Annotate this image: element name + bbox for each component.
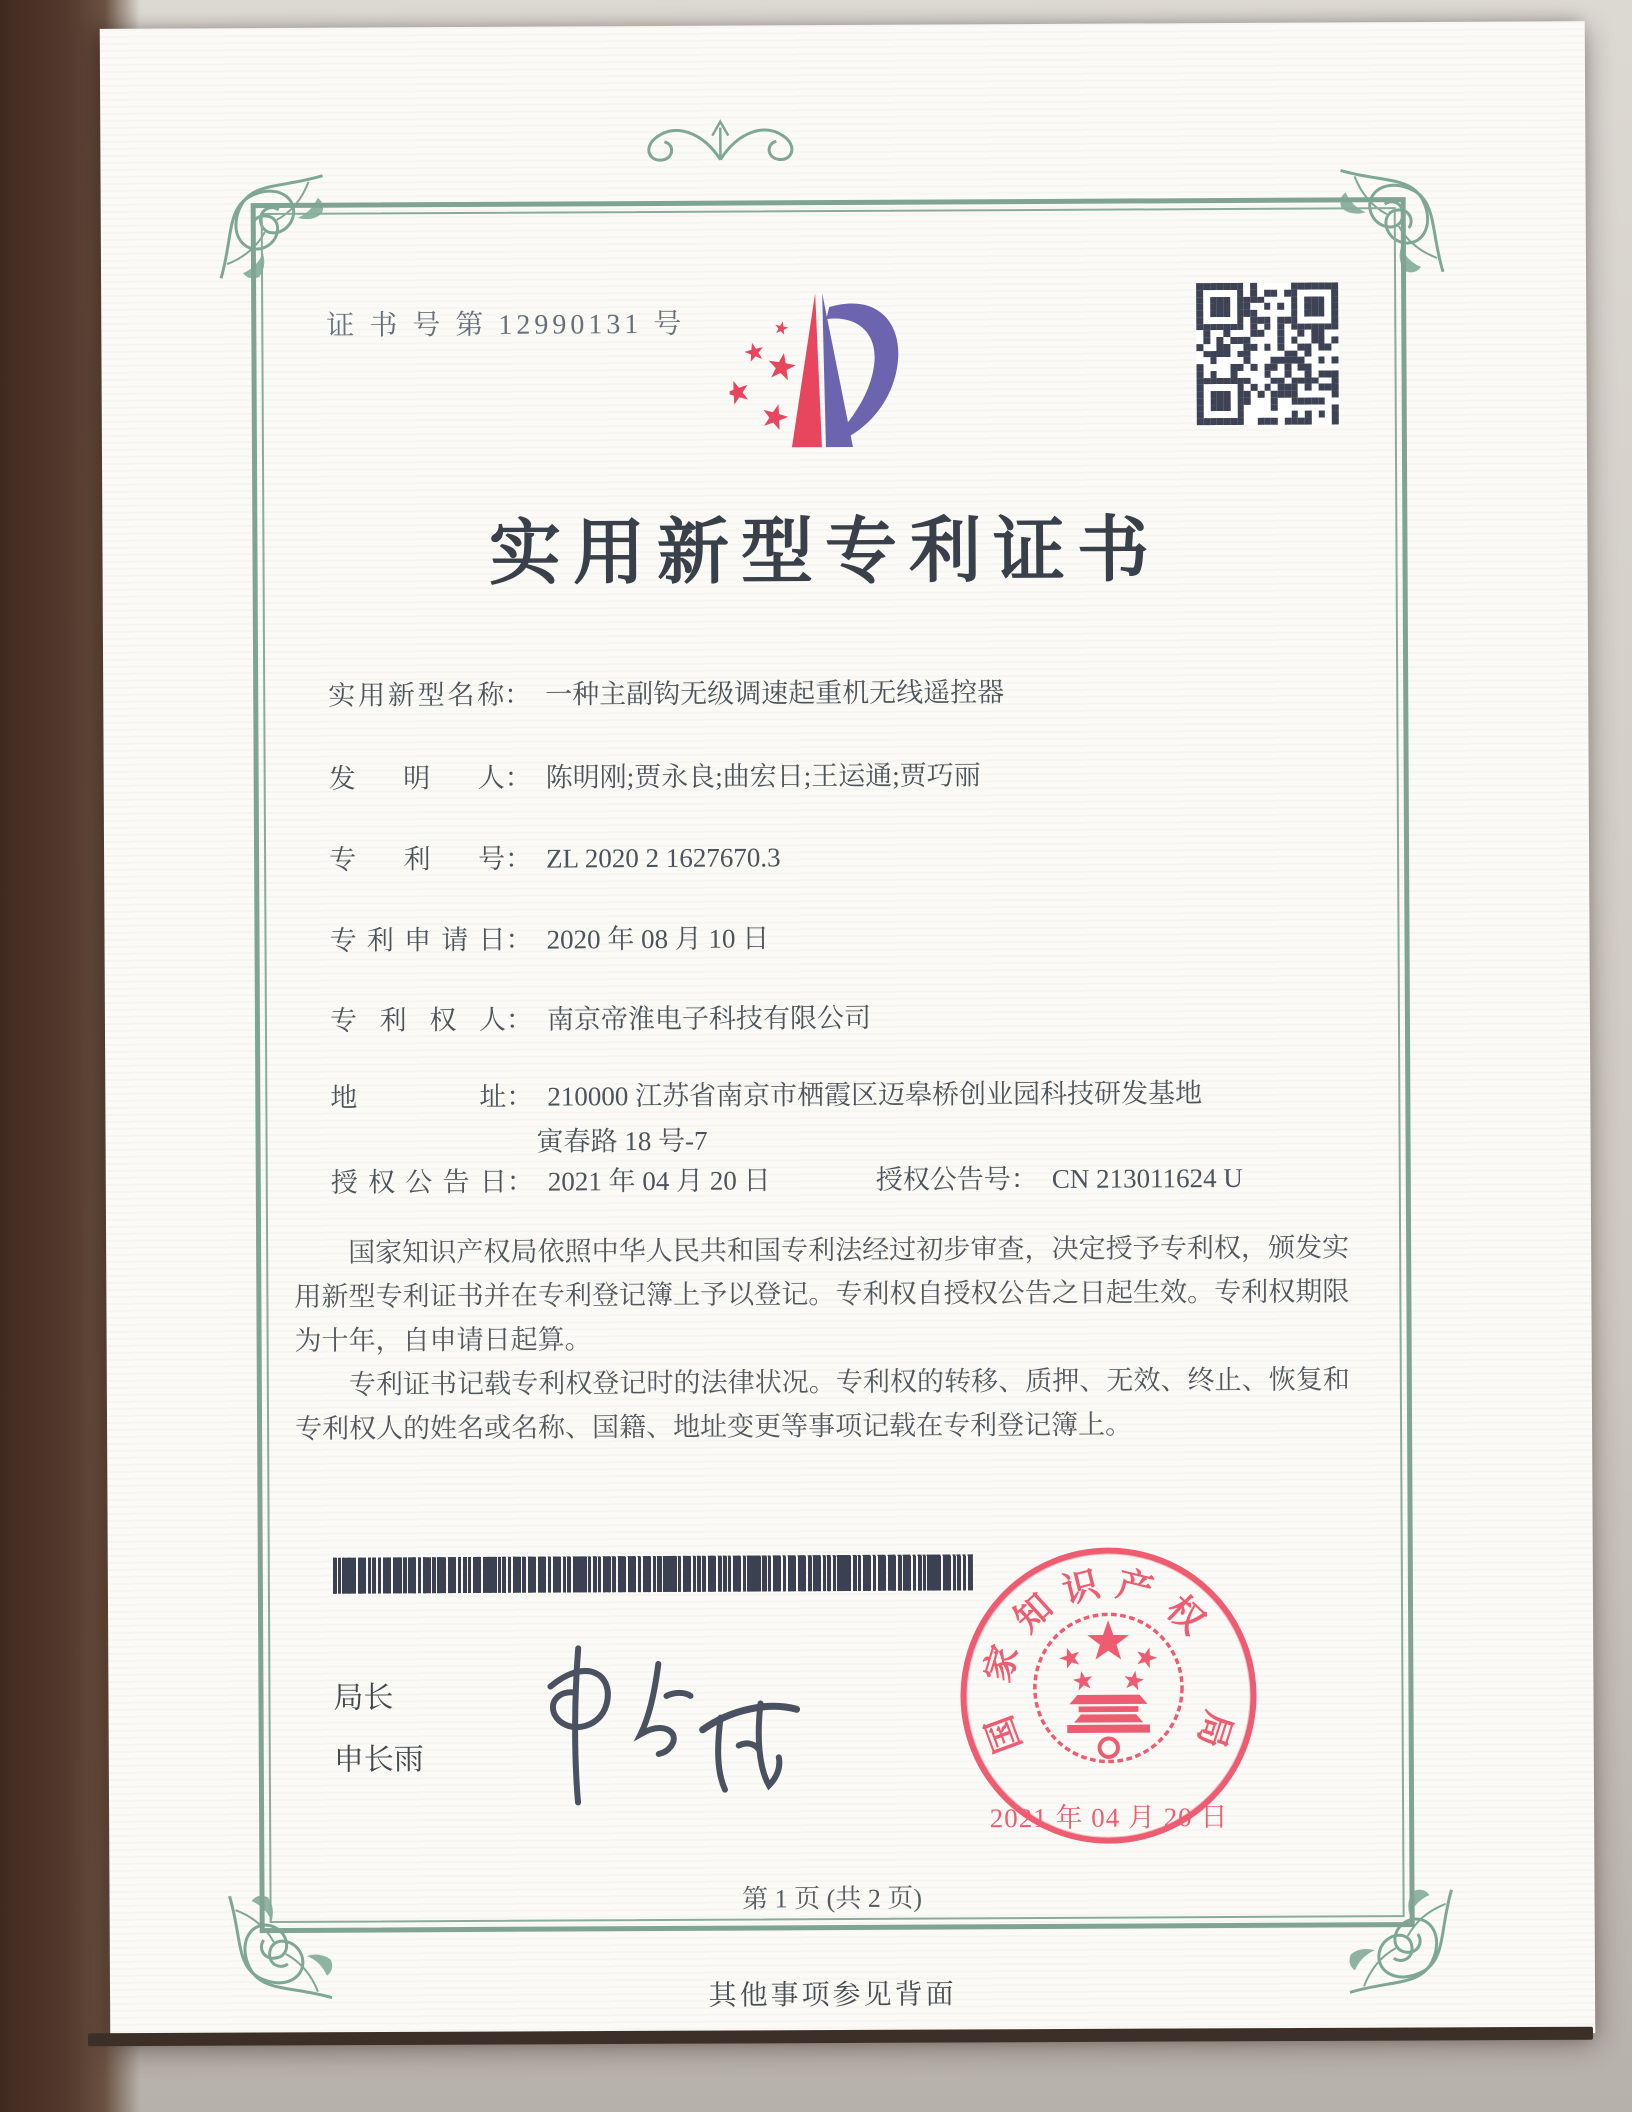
- seal-text-char: 权: [1158, 1588, 1213, 1642]
- field-value: 寅春路 18 号-7: [536, 1125, 708, 1157]
- seal-text-char: 知: [1006, 1586, 1061, 1641]
- legal-text: [294, 1225, 1350, 1451]
- field-row: 实用新型名称： 一种主副钩无级调速起重机无线遥控器: [328, 668, 1388, 713]
- field-value: 2020 年 08 月 10 日: [546, 923, 770, 955]
- field-value: ZL 2020 2 1627670.3: [546, 842, 781, 874]
- field-label: 实用新型名称: [328, 679, 505, 711]
- field-label: 专利权人: [329, 1004, 507, 1036]
- grant-row: 授权公告日： 2021 年 04 月 20 日 授权公告号： CN 213011624 U: [331, 1155, 1391, 1200]
- seal-text-char: 识: [1058, 1563, 1104, 1612]
- field-value: 南京帝淮电子科技有限公司: [546, 1002, 872, 1035]
- field-label: 发明人: [328, 762, 505, 794]
- official-seal: [958, 1545, 1260, 1847]
- field-label: 授权公告号: [875, 1164, 1011, 1195]
- seal-text-char: 局: [1190, 1706, 1240, 1753]
- commissioner-title: 局长: [333, 1681, 394, 1715]
- field-row: 专利权人： 南京帝淮电子科技有限公司: [330, 993, 1390, 1038]
- grant-number-group: 授权公告号： CN 213011624 U: [875, 1162, 1243, 1195]
- field-value: 210000 江苏省南京市栖霞区迈皋桥创业园科技研发基地: [547, 1078, 1203, 1112]
- seal-date: 2021 年 04 月 20 日: [989, 1802, 1229, 1834]
- field-row: 地址： 210000 江苏省南京市栖霞区迈皋桥创业园科技研发基地: [330, 1070, 1390, 1115]
- certificate-number: 证 书 号 第 12990131 号: [326, 308, 686, 342]
- seal-text-char: 家: [977, 1640, 1027, 1687]
- signature-graphic: [516, 1633, 807, 1820]
- qr-code: [1196, 282, 1339, 425]
- seal-text-char: 国: [978, 1710, 1029, 1759]
- field-value: 陈明刚;贾永良;曲宏日;王运通;贾巧丽: [545, 760, 981, 793]
- field-label: 地址: [330, 1081, 507, 1113]
- field-row: [536, 1114, 1596, 1159]
- field-row: 发明人： 陈明刚;贾永良;曲宏日;王运通;贾巧丽: [329, 751, 1389, 796]
- commissioner-name: 申长雨: [333, 1743, 424, 1777]
- field-row: 专利申请日： 2020 年 08 月 10 日: [329, 913, 1389, 958]
- certificate-title: 实用新型专利证书: [488, 510, 1162, 594]
- cnipa-logo-icon: [729, 283, 910, 458]
- field-label: 授权公告日: [330, 1166, 507, 1198]
- barcode: [333, 1554, 973, 1593]
- top-ornament-icon: [620, 107, 820, 172]
- legal-paragraph: 国家知识产权局依照中华人民共和国专利法经过初步审查，决定授予专利权，颁发实用新型专利证书并在专利登记簿上予以登记。专利权自授权公告之日起生效。专利权期限为十年，自申请日起算。: [294, 1232, 1350, 1356]
- field-label: 专利申请日: [329, 924, 506, 956]
- certificate-page: [100, 21, 1596, 2041]
- field-value: 一种主副钩无级调速起重机无线遥控器: [545, 677, 1005, 710]
- field-row: 专利号： ZL 2020 2 1627670.3: [329, 832, 1389, 877]
- field-value: 2021 年 04 月 20 日: [547, 1165, 771, 1197]
- field-label: 专利号: [329, 843, 506, 875]
- seal-text-char: 产: [1112, 1563, 1158, 1612]
- footer-note: 其他事项参见背面: [708, 1979, 957, 2012]
- field-value: CN 213011624 U: [1051, 1162, 1243, 1194]
- legal-paragraph: 专利证书记载专利权登记时的法律状况。专利权的转移、质押、无效、终止、恢复和专利权人的姓名或名称、国籍、地址变更等事项记载在专利登记簿上。: [294, 1364, 1350, 1444]
- page-number: 第 1 页 (共 2 页): [742, 1883, 923, 1914]
